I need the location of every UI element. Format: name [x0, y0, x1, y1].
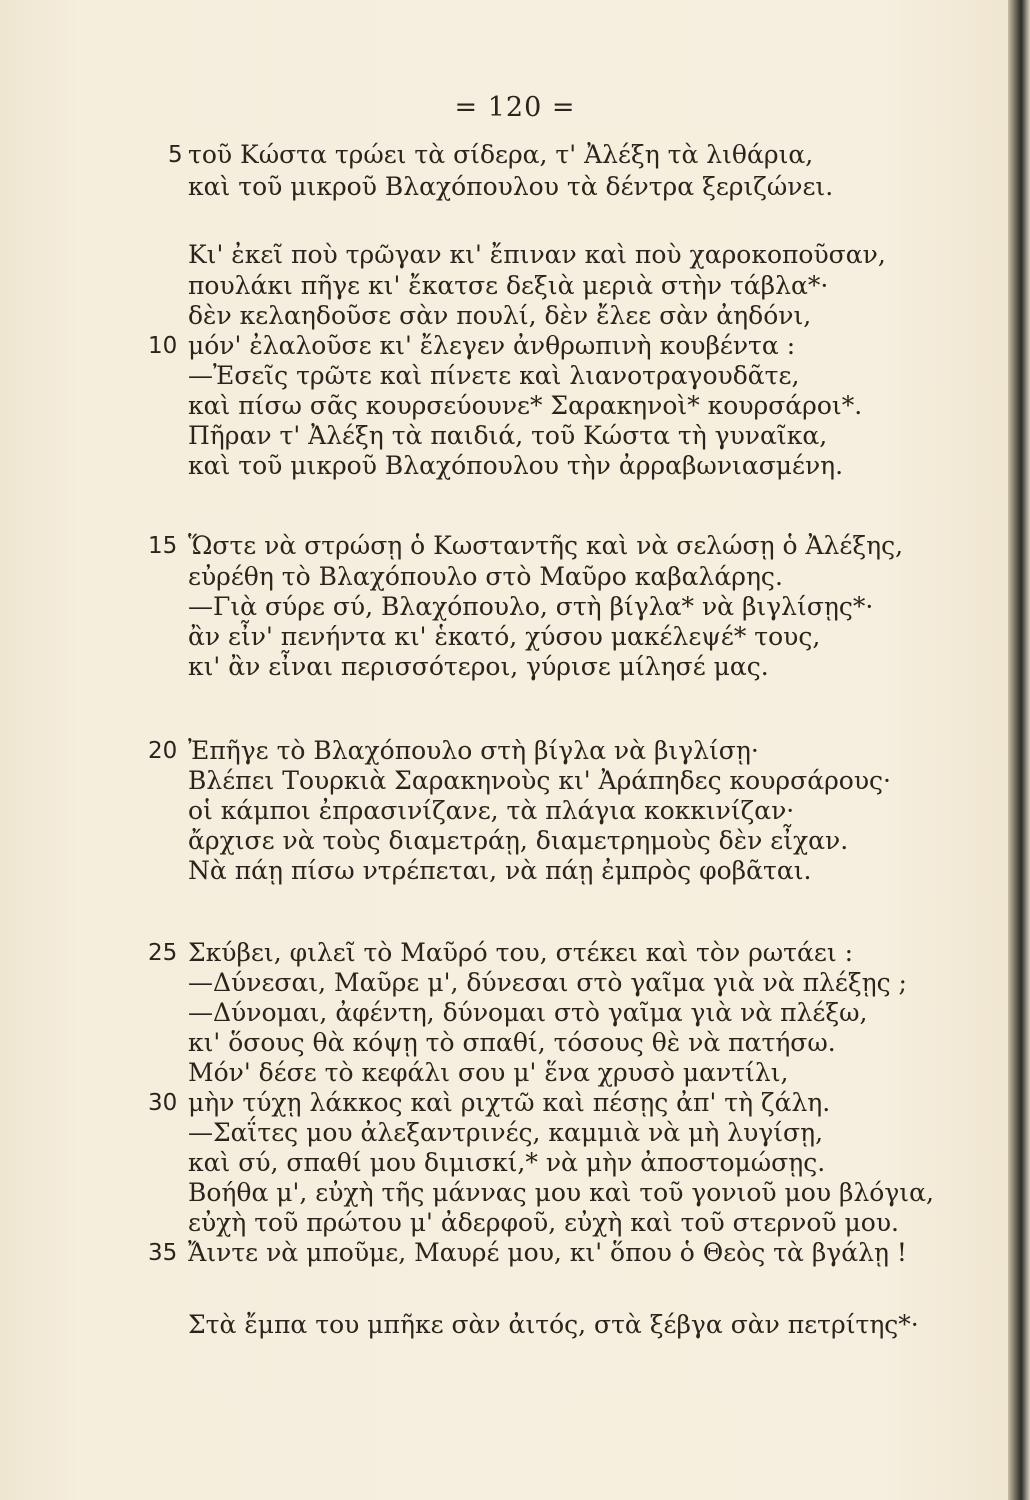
- line-number: 5: [168, 142, 183, 168]
- verse-line: τοῦ Κώστα τρώει τὰ σίδερα, τ' Ἀλέξη τὰ λιθάρια,: [188, 140, 814, 169]
- verse-line: Βοήθα μ', εὐχὴ τῆς μάννας μου καὶ τοῦ γονιοῦ μου βλόγια,: [188, 1178, 934, 1207]
- verse-line: ἄρχισε νὰ τοὺς διαμετράῃ, διαμετρημοὺς δὲν εἶχαν.: [188, 826, 849, 855]
- line-number: 15: [148, 533, 178, 559]
- verse-line: —Γιὰ σύρε σύ, Βλαχόπουλο, στὴ βίγλα* νὰ βιγλίσῃς*·: [188, 592, 874, 621]
- verse-line: κι' ἂν εἶναι περισσότεροι, γύρισε μίλησέ μας.: [188, 652, 769, 681]
- verse-line: Νὰ πάῃ πίσω ντρέπεται, νὰ πάῃ ἐμπρὸς φοβᾶται.: [188, 856, 812, 885]
- verse-line: καὶ τοῦ μικροῦ Βλαχόπουλου τὴν ἀρραβωνιασμένη.: [188, 451, 844, 480]
- verse-line: —Ἐσεῖς τρῶτε καὶ πίνετε καὶ λιανοτραγουδᾶτε,: [188, 361, 800, 390]
- verse-line: Σκύβει, φιλεῖ τὸ Μαῦρό του, στέκει καὶ τὸν ρωτάει :: [188, 938, 854, 967]
- verse-line: Βλέπει Τουρκιὰ Σαρακηνοὺς κι' Ἀράπηδες κουρσάρους·: [188, 766, 891, 795]
- verse-line: καὶ πίσω σᾶς κουρσεύουνε* Σαρακηνοὶ* κουρσάροι*.: [188, 391, 863, 420]
- verse-line: —Δύνεσαι, Μαῦρε μ', δύνεσαι στὸ γαῖμα γιὰ νὰ πλέξῃς ;: [188, 968, 907, 997]
- verse-line: πουλάκι πῆγε κι' ἔκατσε δεξιὰ μεριὰ στὴν τάβλα*·: [188, 271, 829, 300]
- verse-line: ἂν εἶν' πενήντα κι' ἑκατό, χύσου μακέλεψέ* τους,: [188, 622, 821, 651]
- verse-line: Πῆραν τ' Ἀλέξη τὰ παιδιά, τοῦ Κώστα τὴ γυναῖκα,: [188, 421, 828, 450]
- verse-line: —Δύνομαι, ἀφέντη, δύνομαι στὸ γαῖμα γιὰ νὰ πλέξω,: [188, 998, 868, 1027]
- line-number: 30: [148, 1090, 178, 1116]
- verse-line: δὲν κελαηδοῦσε σὰν πουλί, δὲν ἔλεε σὰν ἀηδόνι,: [188, 301, 812, 330]
- verse-line: μόν' ἐλαλοῦσε κι' ἔλεγεν ἀνθρωπινὴ κουβέντα :: [188, 331, 796, 360]
- verse-line: καὶ τοῦ μικροῦ Βλαχόπουλου τὰ δέντρα ξεριζώνει.: [188, 172, 834, 201]
- verse-line: Μόν' δέσε τὸ κεφάλι σου μ' ἕνα χρυσὸ μαντίλι,: [188, 1058, 789, 1087]
- verse-line: εὐρέθη τὸ Βλαχόπουλο στὸ Μαῦρο καβαλάρης.: [188, 562, 783, 591]
- line-number: 20: [148, 738, 178, 764]
- verse-line: Κι' ἐκεῖ ποὺ τρῶγαν κι' ἔπιναν καὶ ποὺ χαροκοποῦσαν,: [188, 240, 886, 269]
- verse-line: οἱ κάμποι ἐπρασινίζανε, τὰ πλάγια κοκκινίζαν·: [188, 796, 795, 825]
- line-number: 25: [148, 940, 178, 966]
- line-number: 10: [148, 333, 178, 359]
- verse-line: μὴν τύχῃ λάκκος καὶ ριχτῶ καὶ πέσῃς ἀπ' τὴ ζάλη.: [188, 1088, 831, 1117]
- page-number: = 120 =: [454, 92, 576, 123]
- verse-line: Ἐπῆγε τὸ Βλαχόπουλο στὴ βίγλα νὰ βιγλίσῃ·: [188, 736, 759, 765]
- verse-line: κι' ὅσους θὰ κόψῃ τὸ σπαθί, τόσους θὲ νὰ πατήσω.: [188, 1028, 836, 1057]
- verse-line: —Σαΐτες μου ἀλεξαντρινές, καμμιὰ νὰ μὴ λυγίσῃ,: [188, 1118, 824, 1147]
- verse-line: εὐχὴ τοῦ πρώτου μ' ἀδερφοῦ, εὐχὴ καὶ τοῦ στερνοῦ μου.: [188, 1208, 899, 1237]
- page-binding-edge: [1008, 0, 1030, 1500]
- verse-line: Ἄιντε νὰ μποῦμε, Μαυρέ μου, κι' ὅπου ὁ Θεὸς τὰ βγάλῃ !: [188, 1238, 907, 1267]
- verse-line: καὶ σύ, σπαθί μου διμισκί,* νὰ μὴν ἀποστομώσῃς.: [188, 1148, 826, 1177]
- verse-line: Στὰ ἔμπα του μπῆκε σὰν ἀιτός, στὰ ξέβγα σὰν πετρίτης*·: [188, 1310, 919, 1339]
- line-number: 35: [148, 1240, 178, 1266]
- verse-line: Ὥστε νὰ στρώσῃ ὁ Κωσταντῆς καὶ νὰ σελώσῃ ὁ Ἀλέξης,: [188, 531, 904, 560]
